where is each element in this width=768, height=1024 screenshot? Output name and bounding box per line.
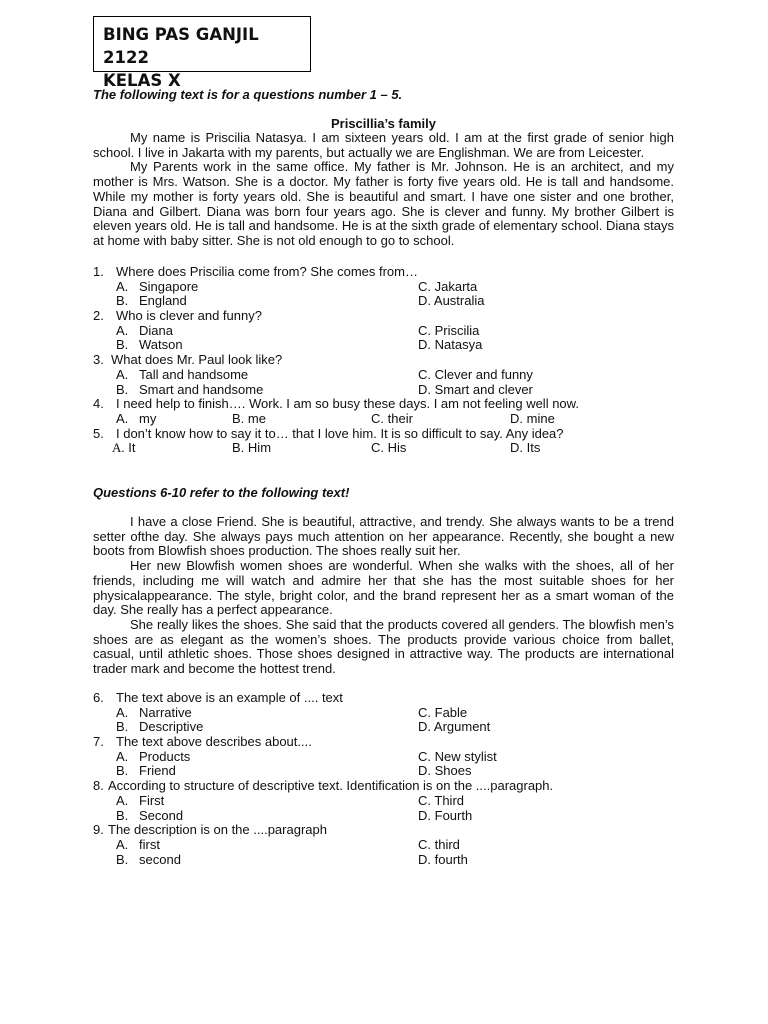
passage1-paragraph: My Parents work in the same office. My father is Mr. Johnson. He is an architect, and my mother is Mrs. Watson. She is a doctor. My father is forty five years old. He is tall and handsome. While my mother is forty years old. She is beautiful and smart. I have one sister and one brother, Diana and Gilbert. Diana was born four years ago. She is clever and funny. My brother Gilbert is eleven years old. He is tall and handsome. He is at the sixth grade of elementary school. Diana stays at home with baby sitter. She is not old enough to go to school. [93, 159, 674, 248]
option-c[interactable]: C. Jakarta [418, 278, 478, 294]
question-number: 9. [93, 822, 104, 838]
question-number: 7. [93, 734, 104, 750]
questions-1-5 [93, 265, 693, 456]
question-number: 4. [93, 396, 104, 412]
option-c[interactable]: C. Third [418, 792, 465, 808]
option-b[interactable]: B. second [116, 851, 181, 867]
question-number: 8. [93, 778, 104, 794]
question-text: The text above is an example of .... text [116, 690, 343, 705]
option-a[interactable]: A. Singapore [116, 278, 199, 294]
questions-6-9 [93, 691, 693, 867]
passage1 [93, 131, 674, 249]
option-b[interactable]: B. England [116, 293, 187, 309]
option-c[interactable]: C. third [418, 836, 460, 852]
option-b[interactable]: B. Smart and handsome [116, 381, 264, 397]
question-8 [93, 779, 693, 794]
option-c[interactable]: C. Fable [418, 704, 468, 720]
option-d[interactable]: D. Natasya [418, 337, 483, 353]
option-b[interactable]: B. Watson [116, 337, 183, 353]
question-text: Who is clever and funny? [116, 308, 262, 324]
option-d[interactable]: D. Its [510, 440, 541, 456]
option-a[interactable]: A. First [116, 792, 165, 808]
question-text: The text above describes about.... [116, 734, 312, 750]
header-title: BING PAS GANJIL 2122 [103, 25, 259, 67]
question-text: What does Mr. Paul look like? [111, 352, 283, 368]
option-d[interactable]: D. Australia [418, 293, 485, 309]
option-b[interactable]: B. Friend [116, 763, 176, 779]
question-text: I don’t know how to say it to… that I love him. It is so difficult to say. Any idea? [116, 425, 564, 441]
option-d[interactable]: D. Smart and clever [418, 381, 533, 397]
question-4 [93, 397, 693, 412]
question-number: 3. [93, 352, 104, 368]
option-d[interactable]: D. Argument [418, 719, 491, 735]
option-b[interactable]: B. Him [232, 440, 272, 456]
question-text: I need help to finish…. Work. I am so busy these days. I am not feeling well now. [116, 396, 579, 412]
section1-intro: The following text is for a questions number 1 – 5. [93, 87, 403, 102]
option-d[interactable]: D. mine [510, 410, 555, 426]
option-a[interactable]: A. It [112, 440, 136, 456]
option-b[interactable]: B. me [232, 410, 266, 426]
question-9 [93, 823, 693, 838]
option-a[interactable]: A. Products [116, 748, 191, 764]
question-text: The description is on the ....paragraph [108, 822, 327, 838]
option-c[interactable]: C. New stylist [418, 748, 497, 764]
question-2 [93, 309, 693, 324]
passage2-paragraph: Her new Blowfish women shoes are wonderful. When she walks with the shoes, all of her friends, including me will watch and admire her that she has the most suitable shoes for her physicalappearance. The style, bright color, and the brand represent her as a smart woman of the day. She really has a perfect appearance. [93, 558, 674, 618]
question-text: Where does Priscilia come from? She comes from… [116, 264, 418, 279]
option-c[interactable]: C. Priscilia [418, 322, 480, 338]
option-b[interactable]: B. Descriptive [116, 719, 204, 735]
passage2-paragraph: I have a close Friend. She is beautiful, attractive, and trendy. She always wants to be a trend setter ofthe day. She always pays much attention on her appearance. Recently, she bought a new boots from Blowfish shoes production. The shoes really suit her. [93, 514, 674, 559]
header-class: KELAS X [103, 71, 181, 90]
question-3 [93, 353, 693, 368]
option-c[interactable]: C. Clever and funny [418, 366, 533, 382]
option-d[interactable]: D. fourth [418, 851, 468, 867]
header-box [93, 16, 311, 90]
option-a[interactable]: A. my [116, 410, 157, 426]
question-text: According to structure of descriptive text. Identification is on the ....paragraph. [108, 778, 554, 794]
passage2-paragraph: She really likes the shoes. She said that the products covered all genders. The blowfish men’s shoes are as elegant as the women’s shoes. The products provide various choice from ballet, casual, until athletic shoes. Those shoes designed in attractive way. The products are international trader mark and become the hottest trend. [93, 616, 674, 677]
question-number: 5. [93, 425, 104, 441]
question-5 [93, 427, 693, 442]
passage2 [93, 515, 674, 677]
option-a[interactable]: A. Tall and handsome [116, 366, 249, 382]
question-6 [93, 691, 693, 706]
option-c[interactable]: C. His [371, 440, 407, 456]
option-a[interactable]: A. first [116, 836, 160, 852]
question-7 [93, 735, 693, 750]
passage1-paragraph: My name is Priscilia Natasya. I am sixteen years old. I am at the first grade of senior high school. I live in Jakarta with my parents, but actually we are Englishman. We are from Leicester. [93, 130, 674, 160]
option-d[interactable]: D. Fourth [418, 807, 473, 823]
section2-intro: Questions 6-10 refer to the following text! [93, 485, 350, 500]
question-1 [93, 265, 693, 280]
passage1-title: Priscillia’s family [330, 116, 437, 131]
option-b[interactable]: B. Second [116, 807, 184, 823]
option-a[interactable]: A. Narrative [116, 704, 192, 720]
option-c[interactable]: C. their [371, 410, 413, 426]
question-number: 1. [93, 264, 104, 279]
option-a[interactable]: A. Diana [116, 322, 173, 338]
question-number: 2. [93, 308, 104, 324]
option-d[interactable]: D. Shoes [418, 763, 472, 779]
question-number: 6. [93, 690, 104, 705]
